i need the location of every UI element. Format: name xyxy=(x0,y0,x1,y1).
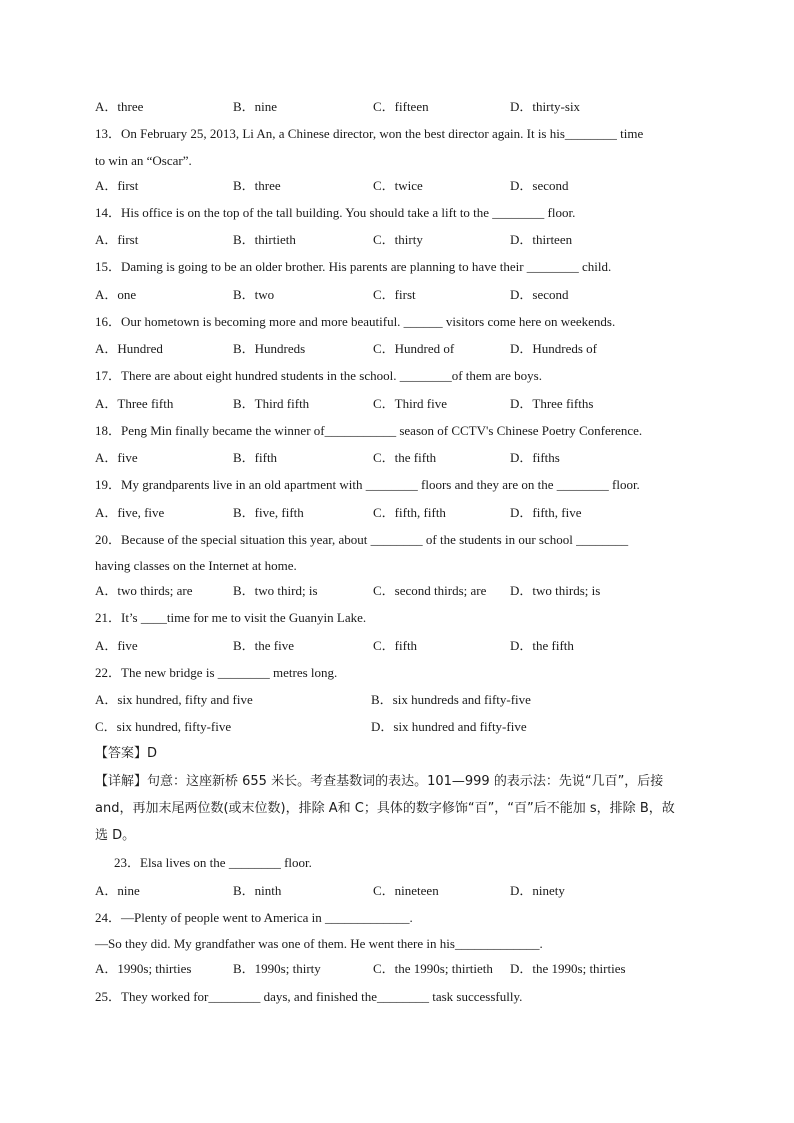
option-a: A．five xyxy=(95,450,138,465)
question-text: having classes on the Internet at home. xyxy=(95,558,297,573)
option-a: A．one xyxy=(95,287,137,302)
option-c: C．first xyxy=(373,287,416,302)
answer-text: 选 D。 xyxy=(95,828,136,843)
option-c: C．nineteen xyxy=(373,883,439,898)
option-a: A．six hundred, fifty and five xyxy=(95,692,253,707)
options-row xyxy=(95,340,715,358)
option-d: D．ninety xyxy=(510,883,565,898)
question-text: 13．On February 25, 2013, Li An, a Chinese director, won the best director again. It is his________ time xyxy=(95,126,644,141)
option-c: C．the 1990s; thirtieth xyxy=(373,961,493,976)
option-c: C．thirty xyxy=(373,232,423,247)
option-a: A．three xyxy=(95,99,144,114)
option-a: A．1990s; thirties xyxy=(95,961,192,976)
question-text: 17．There are about eight hundred students in the school. ________of them are boys. xyxy=(95,368,542,383)
option-b: B．six hundreds and fifty-five xyxy=(371,692,531,707)
option-b: B．Third fifth xyxy=(233,396,310,411)
option-c: C．fifth xyxy=(373,638,418,653)
option-b: B．1990s; thirty xyxy=(233,961,321,976)
options-row xyxy=(95,637,715,655)
option-d: D．the 1990s; thirties xyxy=(510,961,626,976)
options-row xyxy=(95,286,715,304)
question-text: 18．Peng Min finally became the winner of___________ season of CCTV's Chinese Poetry Conference. xyxy=(95,423,643,438)
option-c: C．twice xyxy=(373,178,423,193)
option-b: B．two xyxy=(233,287,275,302)
option-b: B．five, fifth xyxy=(233,505,304,520)
option-a: C．six hundred, fifty-five xyxy=(95,719,232,734)
option-c: C．fifth, fifth xyxy=(373,505,446,520)
option-b: B．fifth xyxy=(233,450,278,465)
option-a: A．five xyxy=(95,638,138,653)
question-text: 14．His office is on the top of the tall building. You should take a lift to the ________ floor. xyxy=(95,205,576,220)
options-row xyxy=(95,582,715,600)
question-text: 22．The new bridge is ________ metres long. xyxy=(95,665,338,680)
options-row xyxy=(95,718,715,736)
question-text: 20．Because of the special situation this year, about ________ of the students in our school ________ xyxy=(95,532,629,547)
option-d: D．fifth, five xyxy=(510,505,582,520)
options-row xyxy=(95,882,715,900)
option-c: C．Hundred of xyxy=(373,341,455,356)
question-text: 21．It’s ____time for me to visit the Guanyin Lake. xyxy=(95,610,367,625)
options-row xyxy=(95,691,715,709)
option-b: B．thirtieth xyxy=(233,232,296,247)
options-row xyxy=(95,177,715,195)
options-row xyxy=(95,504,715,522)
option-b: B．nine xyxy=(233,99,278,114)
question-text: 25．They worked for________ days, and finished the________ task successfully. xyxy=(95,989,523,1004)
option-c: C．the fifth xyxy=(373,450,437,465)
question-text: 19．My grandparents live in an old apartment with ________ floors and they are on the ________ floor. xyxy=(95,477,640,492)
options-row xyxy=(95,231,715,249)
option-a: A．five, five xyxy=(95,505,165,520)
options-row xyxy=(95,98,715,116)
question-text: to win an “Oscar”. xyxy=(95,153,192,168)
option-d: D．Three fifths xyxy=(510,396,594,411)
option-d: D．fifths xyxy=(510,450,560,465)
question-text: —So they did. My grandfather was one of them. He went there in his_____________. xyxy=(95,936,543,951)
option-b: B．three xyxy=(233,178,281,193)
options-row xyxy=(95,449,715,467)
option-d: D．Hundreds of xyxy=(510,341,598,356)
option-b: B．Hundreds xyxy=(233,341,306,356)
option-b: D．six hundred and fifty-five xyxy=(371,719,527,734)
question-text: 15．Daming is going to be an older brother. His parents are planning to have their ________ child. xyxy=(95,259,612,274)
question-text: 23．Elsa lives on the ________ floor. xyxy=(114,855,312,870)
option-b: B．ninth xyxy=(233,883,282,898)
options-row xyxy=(95,395,715,413)
option-a: A．Hundred xyxy=(95,341,163,356)
answer-text: 【答案】D xyxy=(95,746,158,761)
option-a: A．first xyxy=(95,232,139,247)
question-text: 16．Our hometown is becoming more and more beautiful. ______ visitors come here on weekends. xyxy=(95,314,616,329)
option-a: A．Three fifth xyxy=(95,396,174,411)
option-d: D．two thirds; is xyxy=(510,583,601,598)
options-row xyxy=(95,960,715,978)
option-d: D．thirteen xyxy=(510,232,573,247)
option-b: B．the five xyxy=(233,638,295,653)
option-c: C．fifteen xyxy=(373,99,429,114)
option-a: A．first xyxy=(95,178,139,193)
question-text: 24．—Plenty of people went to America in _____________. xyxy=(95,910,413,925)
option-d: D．thirty-six xyxy=(510,99,581,114)
option-d: D．the fifth xyxy=(510,638,574,653)
option-c: C．Third five xyxy=(373,396,448,411)
answer-text: and，再加末尾两位数(或末位数)，排除 A和 C；具体的数字修饰“百”，“百”后不能加 s，排除 B，故 xyxy=(95,801,675,816)
answer-text: 【详解】句意：这座新桥 655 米长。考查基数词的表达。101—999 的表示法：先说“几百”，后接 xyxy=(95,774,664,789)
option-c: C．second thirds; are xyxy=(373,583,487,598)
option-d: D．second xyxy=(510,178,569,193)
option-a: A．nine xyxy=(95,883,140,898)
option-b: B．two third; is xyxy=(233,583,318,598)
option-d: D．second xyxy=(510,287,569,302)
option-a: A．two thirds; are xyxy=(95,583,193,598)
